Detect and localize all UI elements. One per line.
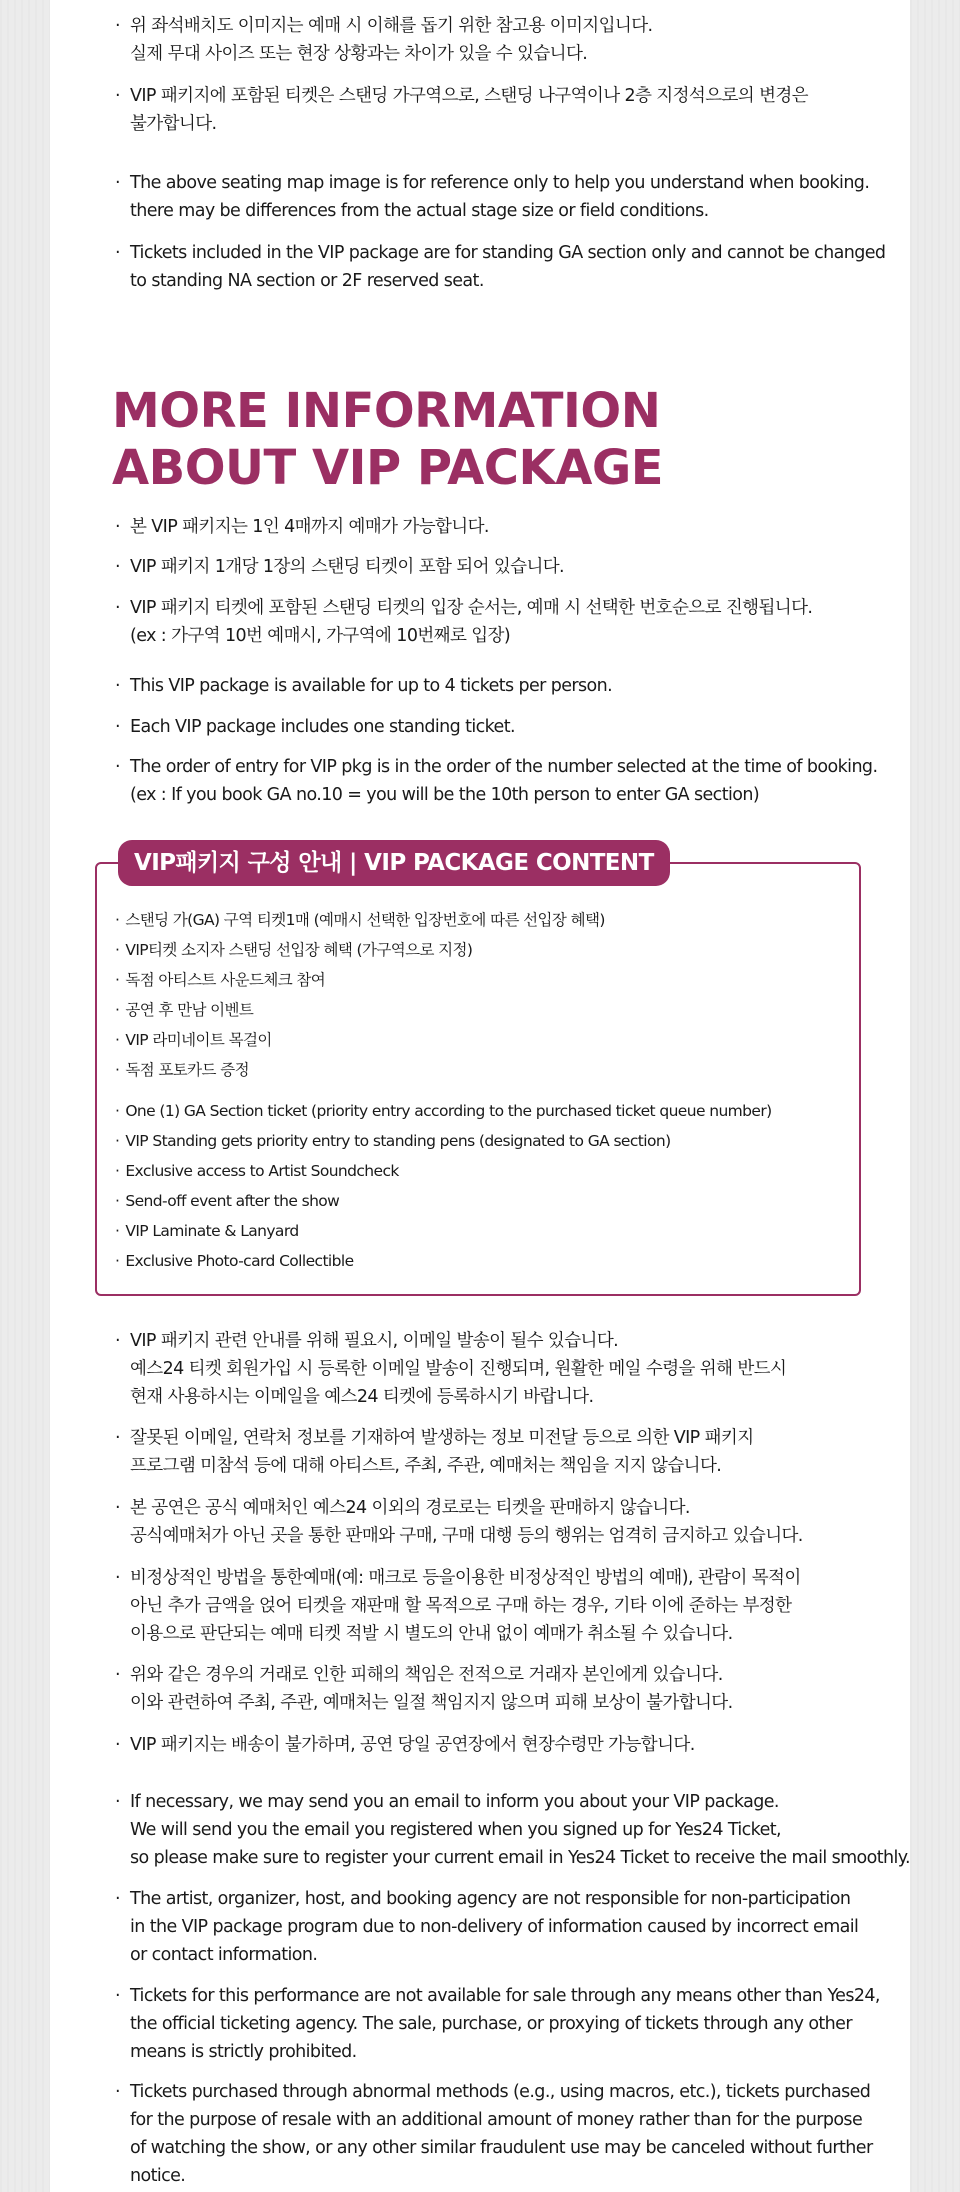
more-info-heading: MORE INFORMATION ABOUT VIP PACKAGE (112, 383, 664, 496)
package-item-ko: · VIP 라미네이트 목걸이 (115, 1031, 272, 1049)
content-sheet: · 위 좌석배치도 이미지는 예매 시 이해를 돕기 위한 참고용 이미지입니다. 실제 무대 사이즈 또는 현장 상황과는 차이가 있을 수 있습니다. · VIP 패키지에 포함된 티켓은 스탠딩 가구역으로, 스탠딩 나구역이나 2층 지정석으로의 변경은 불가합니다. · The above seating map image is for reference only to help you understand when booking. there may be differences from the actual stage size or field conditions. · Tickets included in the VIP package are for standing GA section only and cannot be changed to standing NA section or 2F reserved seat. MORE INFORMATION ABOUT VIP PACKAGE · 본 VIP 패키지는 1인 4매까지 예매가 가능합니다. · VIP 패키지 1개당 1장의 스탠딩 티켓이 포함 되어 있습니다. · VIP 패키지 티켓에 포함된 스탠딩 티켓의 입장 순서는, 예매 시 선택한 번호순으로 진행됩니다. (ex : 가구역 10번 예매시, 가구역에 10번째로 입장) · This VIP package is available for up to 4 tickets per person. · Each VIP package includes one standing ticket. · The order of entry for VIP pkg is in the order of the number selected at the time of booking. (ex : If you book GA no.10 = you will be the 10th person to enter GA section) VIP패키지 구성 안내 | VIP PACKAGE CONTENT · 스탠딩 가(GA) 구역 티켓1매 (예매시 선택한 입장번호에 따른 선입장 혜택) · VIP티켓 소지자 스탠딩 선입장 혜택 (가구역으로 지정) · 독점 아티스트 사운드체크 참여 · 공연 후 만남 이벤트 · VIP 라미네이트 목걸이 · 독점 포토카드 증정 · One (1) GA Section ticket (priority entry according to the purchased ticket queue number) · VIP Standing gets priority entry to standing pens (designated to GA section) · Exclusive access to Artist Soundcheck · Send-off event after the show · VIP Laminate & Lanyard · Exclusive Photo-card Collectible · VIP 패키지 관련 안내를 위해 필요시, 이메일 발송이 될수 있습니다. 예스24 티켓 회원가입 시 등록한 이메일 발송이 진행되며, 원활한 메일 수령을 위해 반드시 현재 사용하시는 이메일을 예스24 티켓에 등록하시기 바랍니다. · 잘못된 이메일, 연락처 정보를 기재하여 발생하는 정보 미전달 등으로 의한 VIP 패키지 프로그램 미참석 등에 대해 아티스트, 주최, 주관, 예매처는 책임을 지지 않습니다. · 본 공연은 공식 예매처인 예스24 이외의 경로로는 티켓을 판매하지 않습니다. 공식예매처가 아닌 곳을 통한 판매와 구매, 구매 대행 등의 행위는 엄격히 금지하고 있습니다. · 비정상적인 방법을 통한예매(예: 매크로 등을이용한 비정상적인 방법의 예매), 관람이 목적이 아닌 추가 금액을 얹어 티켓을 재판매 할 목적으로 구매 하는 경우, 기타 이에 준하는 부정한 이용으로 판단되는 예매 티켓 적발 시 별도의 안내 없이 예매가 취소될 수 있습니다. · 위와 같은 경우의 거래로 인한 피해의 책임은 전적으로 거래자 본인에게 있습니다. 이와 관련하여 주최, 주관, 예매처는 일절 책임지지 않으며 피해 보상이 불가합니다. · VIP 패키지는 배송이 불가하며, 공연 당일 공연장에서 현장수령만 가능합니다. · If necessary, we may send you an email to inform you about your VIP package. We will send you the email you registered when you signed up for Yes24 Ticket, so please make sure to register your current email in Yes24 Ticket to receive the mail smoothly. · The artist, organizer, host, and booking agency are not responsible for non-participation in the VIP package program due to non-delivery of information caused by incorrect email or contact information. · Tickets for this performance are not available for sale through any means other than Yes24, the official ticketing agency. The sale, purchase, or proxying of tickets through any other means is strictly prohibited. · Tickets purchased through abnormal methods (e.g., using macros, etc.), tickets purchased for the purpose of resale with an additional amount of money rather than for the purpose of watching the show, or any other similar fraudulent use may be canceled without further notice. (50, 0, 910, 2192)
package-item-en: · VIP Laminate & Lanyard (115, 1222, 299, 1240)
package-item-ko: · 독점 포토카드 증정 (115, 1061, 249, 1079)
package-content-title: VIP패키지 구성 안내 | VIP PACKAGE CONTENT (118, 840, 670, 886)
package-item-ko: · 공연 후 만남 이벤트 (115, 1001, 254, 1019)
package-item-en: · Exclusive access to Artist Soundcheck (115, 1162, 399, 1180)
package-item-ko: · 독점 아티스트 사운드체크 참여 (115, 971, 326, 989)
package-item-ko: · 스탠딩 가(GA) 구역 티켓1매 (예매시 선택한 입장번호에 따른 선입장 혜택) (115, 911, 605, 929)
package-item-en: · VIP Standing gets priority entry to standing pens (designated to GA section) (115, 1132, 671, 1150)
package-item-en: · Send-off event after the show (115, 1192, 340, 1210)
package-item-en: · One (1) GA Section ticket (priority entry according to the purchased ticket queue number) (115, 1102, 772, 1120)
package-item-ko: · VIP티켓 소지자 스탠딩 선입장 혜택 (가구역으로 지정) (115, 941, 473, 959)
package-item-en: · Exclusive Photo-card Collectible (115, 1252, 354, 1270)
